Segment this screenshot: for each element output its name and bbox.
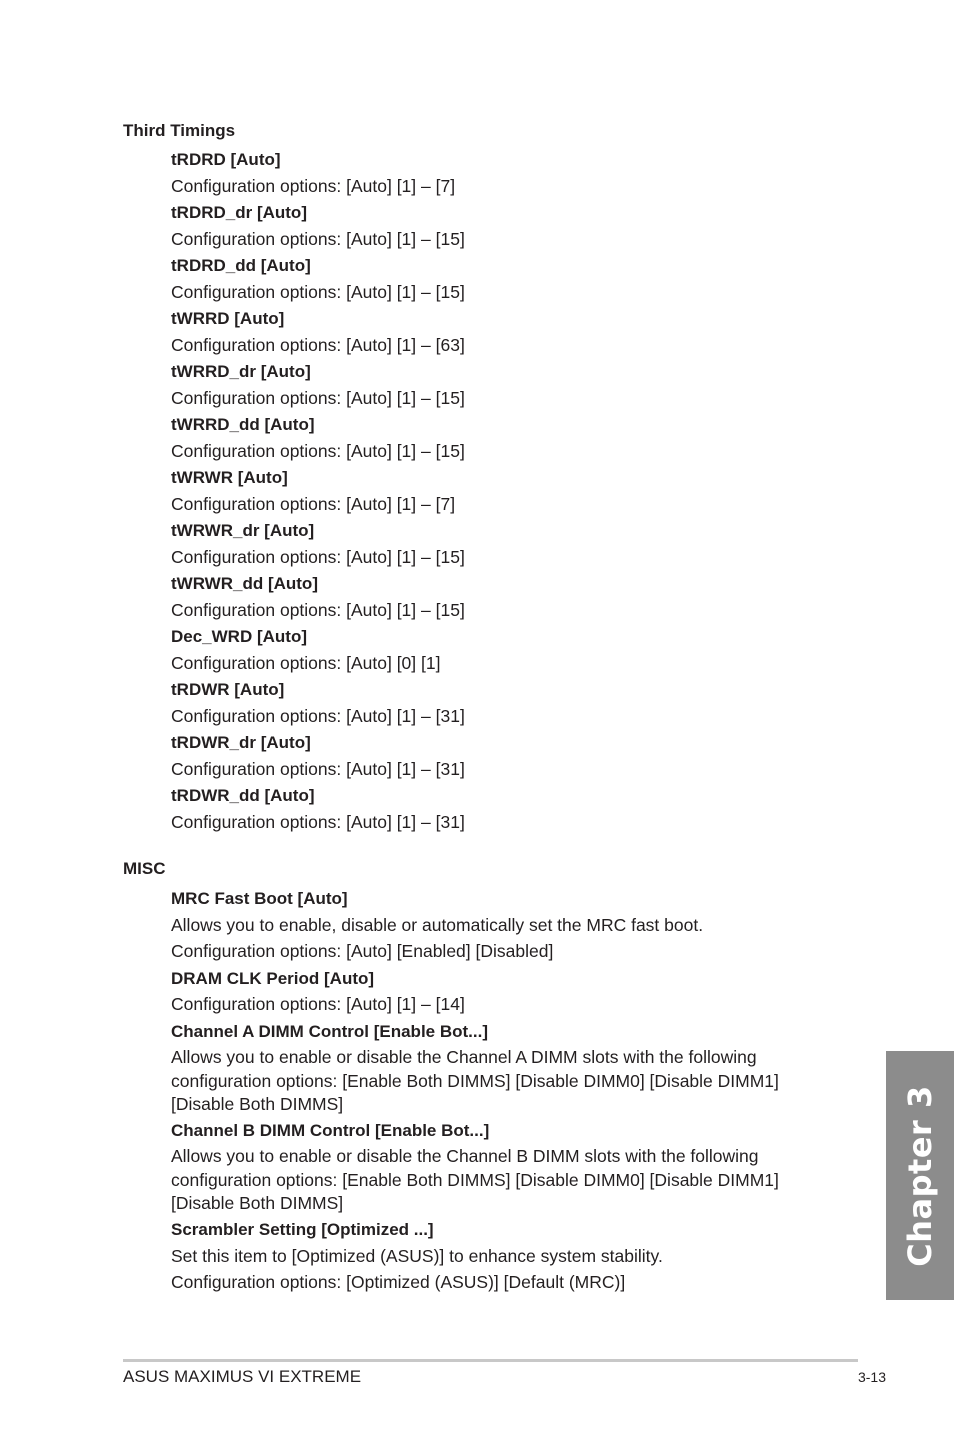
item-description: Configuration options: [Auto] [1] – [15]	[171, 282, 465, 302]
item-title: tWRWR_dd [Auto]	[171, 574, 318, 593]
item-description: Configuration options: [Auto] [1] – [7]	[171, 176, 456, 196]
item-description: Allows you to enable or disable the Channel A DIMM slots with the following configuration options: [Enable Both DIMMS] [Disable DIMM0] [Disable DIMM1] [Disable Both DIMMS]	[171, 1047, 779, 1114]
item-title: tRDWR_dd [Auto]	[171, 786, 315, 805]
item-title: tWRWR_dr [Auto]	[171, 521, 315, 540]
item-title: tWRRD_dd [Auto]	[171, 415, 315, 434]
item-title: tRDRD_dr [Auto]	[171, 203, 307, 222]
item-description: Configuration options: [Auto] [Enabled] [Disabled]	[171, 941, 554, 961]
section-title-third-timings: Third Timings	[123, 121, 236, 140]
item-description: Configuration options: [Auto] [1] – [31]	[171, 812, 465, 832]
item-title: tRDWR_dr [Auto]	[171, 733, 311, 752]
item-title: tRDRD [Auto]	[171, 150, 281, 169]
item-description: Configuration options: [Auto] [1] – [14]	[171, 994, 465, 1014]
item-description: Configuration options: [Optimized (ASUS)] [Default (MRC)]	[171, 1272, 626, 1292]
item-title: MRC Fast Boot [Auto]	[171, 889, 348, 908]
item-title: tWRRD [Auto]	[171, 309, 285, 328]
chapter-tab	[886, 1051, 954, 1300]
item-title: tRDWR [Auto]	[171, 680, 285, 699]
item-description: Set this item to [Optimized (ASUS)] to enhance system stability.	[171, 1246, 663, 1266]
item-description: Configuration options: [Auto] [1] – [31]	[171, 706, 465, 726]
item-description: Configuration options: [Auto] [1] – [15]	[171, 600, 465, 620]
footer-page-number: 3-13	[857, 1369, 886, 1385]
item-description: Configuration options: [Auto] [1] – [15]	[171, 229, 465, 249]
item-title: Dec_WRD [Auto]	[171, 627, 307, 646]
footer-divider	[123, 1359, 858, 1362]
item-title: Scrambler Setting [Optimized ...]	[171, 1220, 434, 1239]
footer-product-name: ASUS MAXIMUS VI EXTREME	[123, 1367, 362, 1386]
item-title: Channel B DIMM Control [Enable Bot...]	[171, 1121, 490, 1140]
item-description: Configuration options: [Auto] [1] – [15]	[171, 441, 465, 461]
item-description: Allows you to enable, disable or automatically set the MRC fast boot.	[171, 915, 704, 935]
item-title: Channel A DIMM Control [Enable Bot...]	[171, 1022, 488, 1041]
item-description: Allows you to enable or disable the Channel B DIMM slots with the following configuration options: [Enable Both DIMMS] [Disable DIMM0] [Disable DIMM1] [Disable Both DIMMS]	[171, 1146, 779, 1213]
item-title: tWRWR [Auto]	[171, 468, 288, 487]
item-description: Configuration options: [Auto] [1] – [15]	[171, 388, 465, 408]
item-title: tWRRD_dr [Auto]	[171, 362, 311, 381]
item-description: Configuration options: [Auto] [1] – [15]	[171, 547, 465, 567]
item-description: Configuration options: [Auto] [1] – [7]	[171, 494, 456, 514]
item-description: Configuration options: [Auto] [1] – [63]	[171, 335, 465, 355]
item-description: Configuration options: [Auto] [0] [1]	[171, 653, 441, 673]
item-title: tRDRD_dd [Auto]	[171, 256, 311, 275]
item-description: Configuration options: [Auto] [1] – [31]	[171, 759, 465, 779]
section-title-misc: MISC	[123, 859, 166, 878]
chapter-label: Chapter 3	[901, 1084, 939, 1267]
item-title: DRAM CLK Period [Auto]	[171, 969, 375, 988]
